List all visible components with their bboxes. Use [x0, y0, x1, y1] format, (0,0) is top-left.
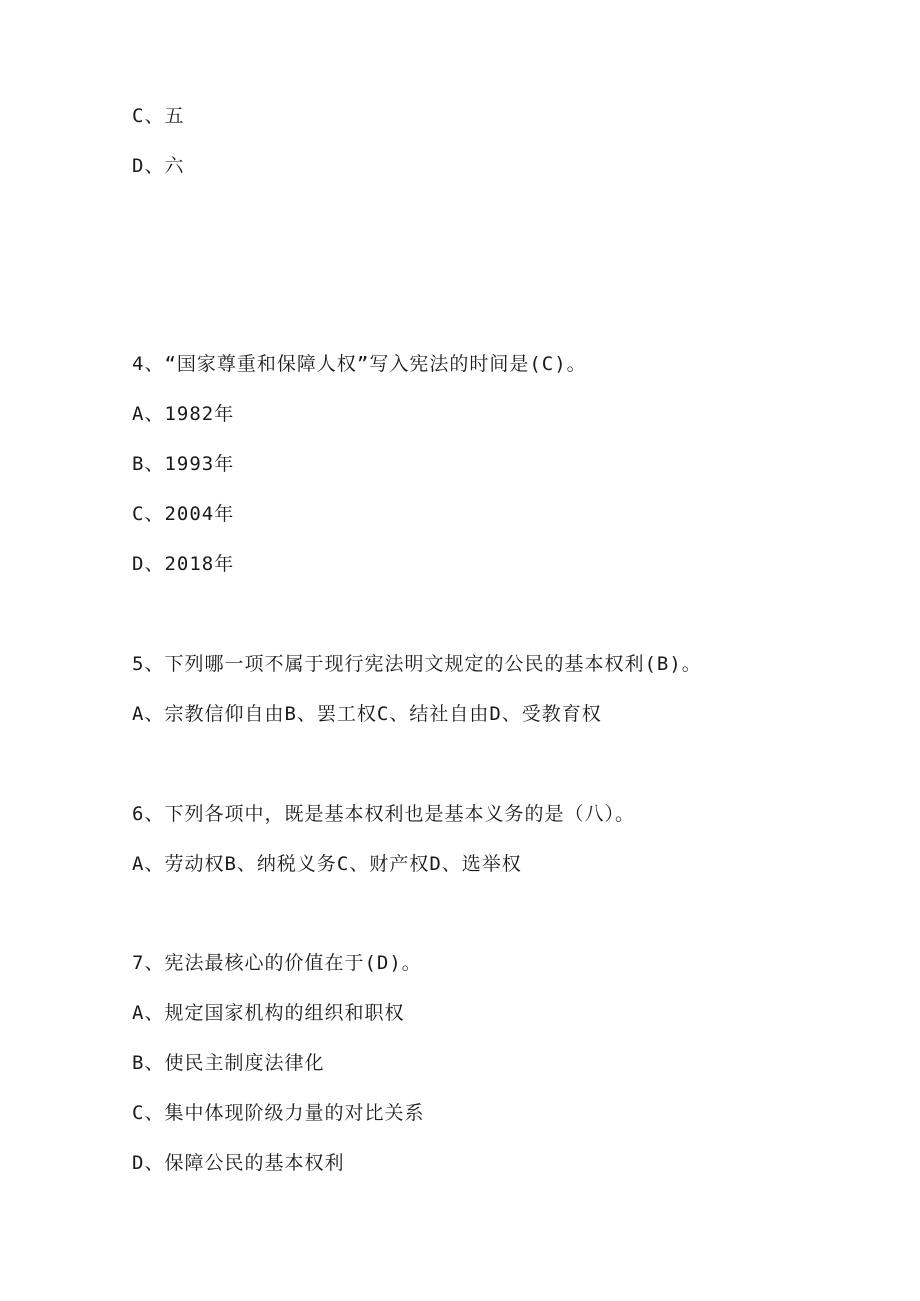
q3-option-d: D、六: [132, 155, 185, 177]
q4-option-c: C、2004年: [132, 503, 235, 525]
q4-option-d: D、2018年: [132, 553, 235, 575]
q7-option-d: D、保障公民的基本权利: [132, 1152, 345, 1174]
q4-question: 4、“国家尊重和保障人权”写入宪法的时间是(C)。: [132, 353, 587, 375]
q4-option-a: A、1982年: [132, 403, 235, 425]
q5-options: A、宗教信仰自由B、罢工权C、结社自由D、受教育权: [132, 703, 602, 725]
q7-option-a: A、规定国家机构的组织和职权: [132, 1002, 405, 1024]
q3-option-c: C、五: [132, 105, 185, 127]
q4-option-b: B、1993年: [132, 453, 235, 475]
q6-question: 6、下列各项中，既是基本权利也是基本义务的是（八）。: [132, 803, 635, 825]
q7-option-b: B、使民主制度法律化: [132, 1052, 325, 1074]
q7-question: 7、宪法最核心的价值在于(D)。: [132, 952, 422, 974]
q6-options: A、劳动权B、纳税义务C、财产权D、选举权: [132, 853, 522, 875]
q5-question: 5、下列哪一项不属于现行宪法明文规定的公民的基本权利(B)。: [132, 653, 702, 675]
q7-option-c: C、集中体现阶级力量的对比关系: [132, 1102, 425, 1124]
